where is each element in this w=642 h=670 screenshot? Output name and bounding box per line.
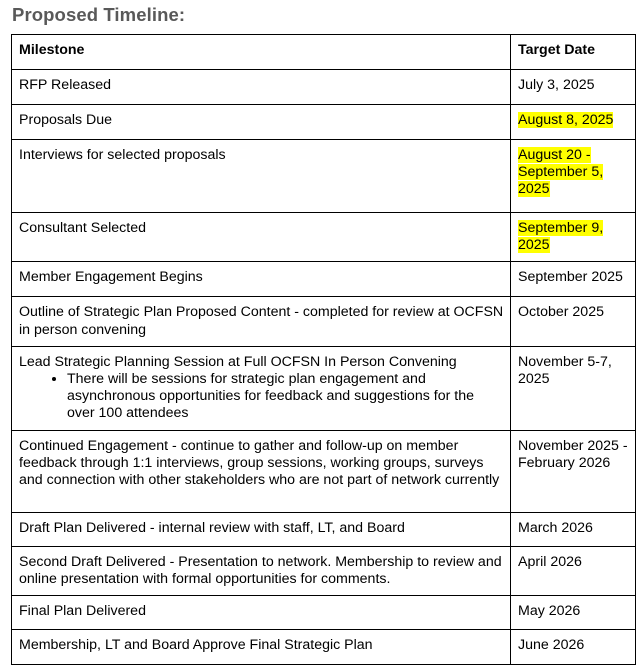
milestone-cell [12,346,511,430]
milestone-cell: RFP Released [12,70,511,105]
timeline-table [11,34,636,665]
table-row [12,346,636,430]
milestone-cell: Second Draft Delivered - Presentation to network. Membership to review and online presentation with formal opportunities for comments. [12,546,511,595]
highlighted-date: August 8, 2025 [518,112,614,128]
date-cell: March 2026 [511,512,636,546]
bullet-list [19,371,504,423]
table-row [12,596,636,630]
milestone-cell: Continued Engagement - continue to gather and follow-up on member feedback through 1:1 interviews, group sessions, working groups, surveys and connection with other stakeholders who are not part of network currently [12,430,511,512]
table-row [12,546,636,595]
highlighted-date: August 20 - September 5, 2025 [518,147,604,198]
date-cell [511,140,636,213]
milestone-cell: Consultant Selected [12,213,511,262]
milestone-text: Lead Strategic Planning Session at Full OCFSN In Person Convening [19,353,457,370]
table-header-row [12,35,636,70]
bullet-item: • There will be sessions for strategic plan engagement and asynchronous opportunities for feedback and suggestions for the over 100 attendees [67,371,504,423]
milestone-cell: Interviews for selected proposals [12,140,511,213]
date-cell: April 2026 [511,546,636,595]
milestone-cell: Member Engagement Begins [12,262,511,297]
date-cell: May 2026 [511,596,636,630]
table-row [12,213,636,262]
table-row [12,297,636,346]
date-cell: June 2026 [511,630,636,665]
table-row [12,105,636,140]
page-title: Proposed Timeline: [12,4,186,25]
milestone-cell: Outline of Strategic Plan Proposed Content - completed for review at OCFSN in person convening [12,297,511,346]
table-row [12,630,636,665]
table-row [12,140,636,213]
milestone-header: Milestone [12,35,511,70]
date-cell [511,105,636,140]
milestone-cell: Membership, LT and Board Approve Final Strategic Plan [12,630,511,665]
highlighted-date: September 9, 2025 [518,220,604,254]
milestone-cell: Final Plan Delivered [12,596,511,630]
table-row [12,262,636,297]
date-cell: November 2025 - February 2026 [511,430,636,512]
date-cell: October 2025 [511,297,636,346]
date-cell: July 3, 2025 [511,70,636,105]
date-cell: September 2025 [511,262,636,297]
date-cell [511,213,636,262]
milestone-cell: Proposals Due [12,105,511,140]
table-row [12,430,636,512]
target-date-header: Target Date [511,35,636,70]
table-row [12,70,636,105]
milestone-cell: Draft Plan Delivered - internal review with staff, LT, and Board [12,512,511,546]
table-row [12,512,636,546]
date-cell: November 5-7, 2025 [511,346,636,430]
